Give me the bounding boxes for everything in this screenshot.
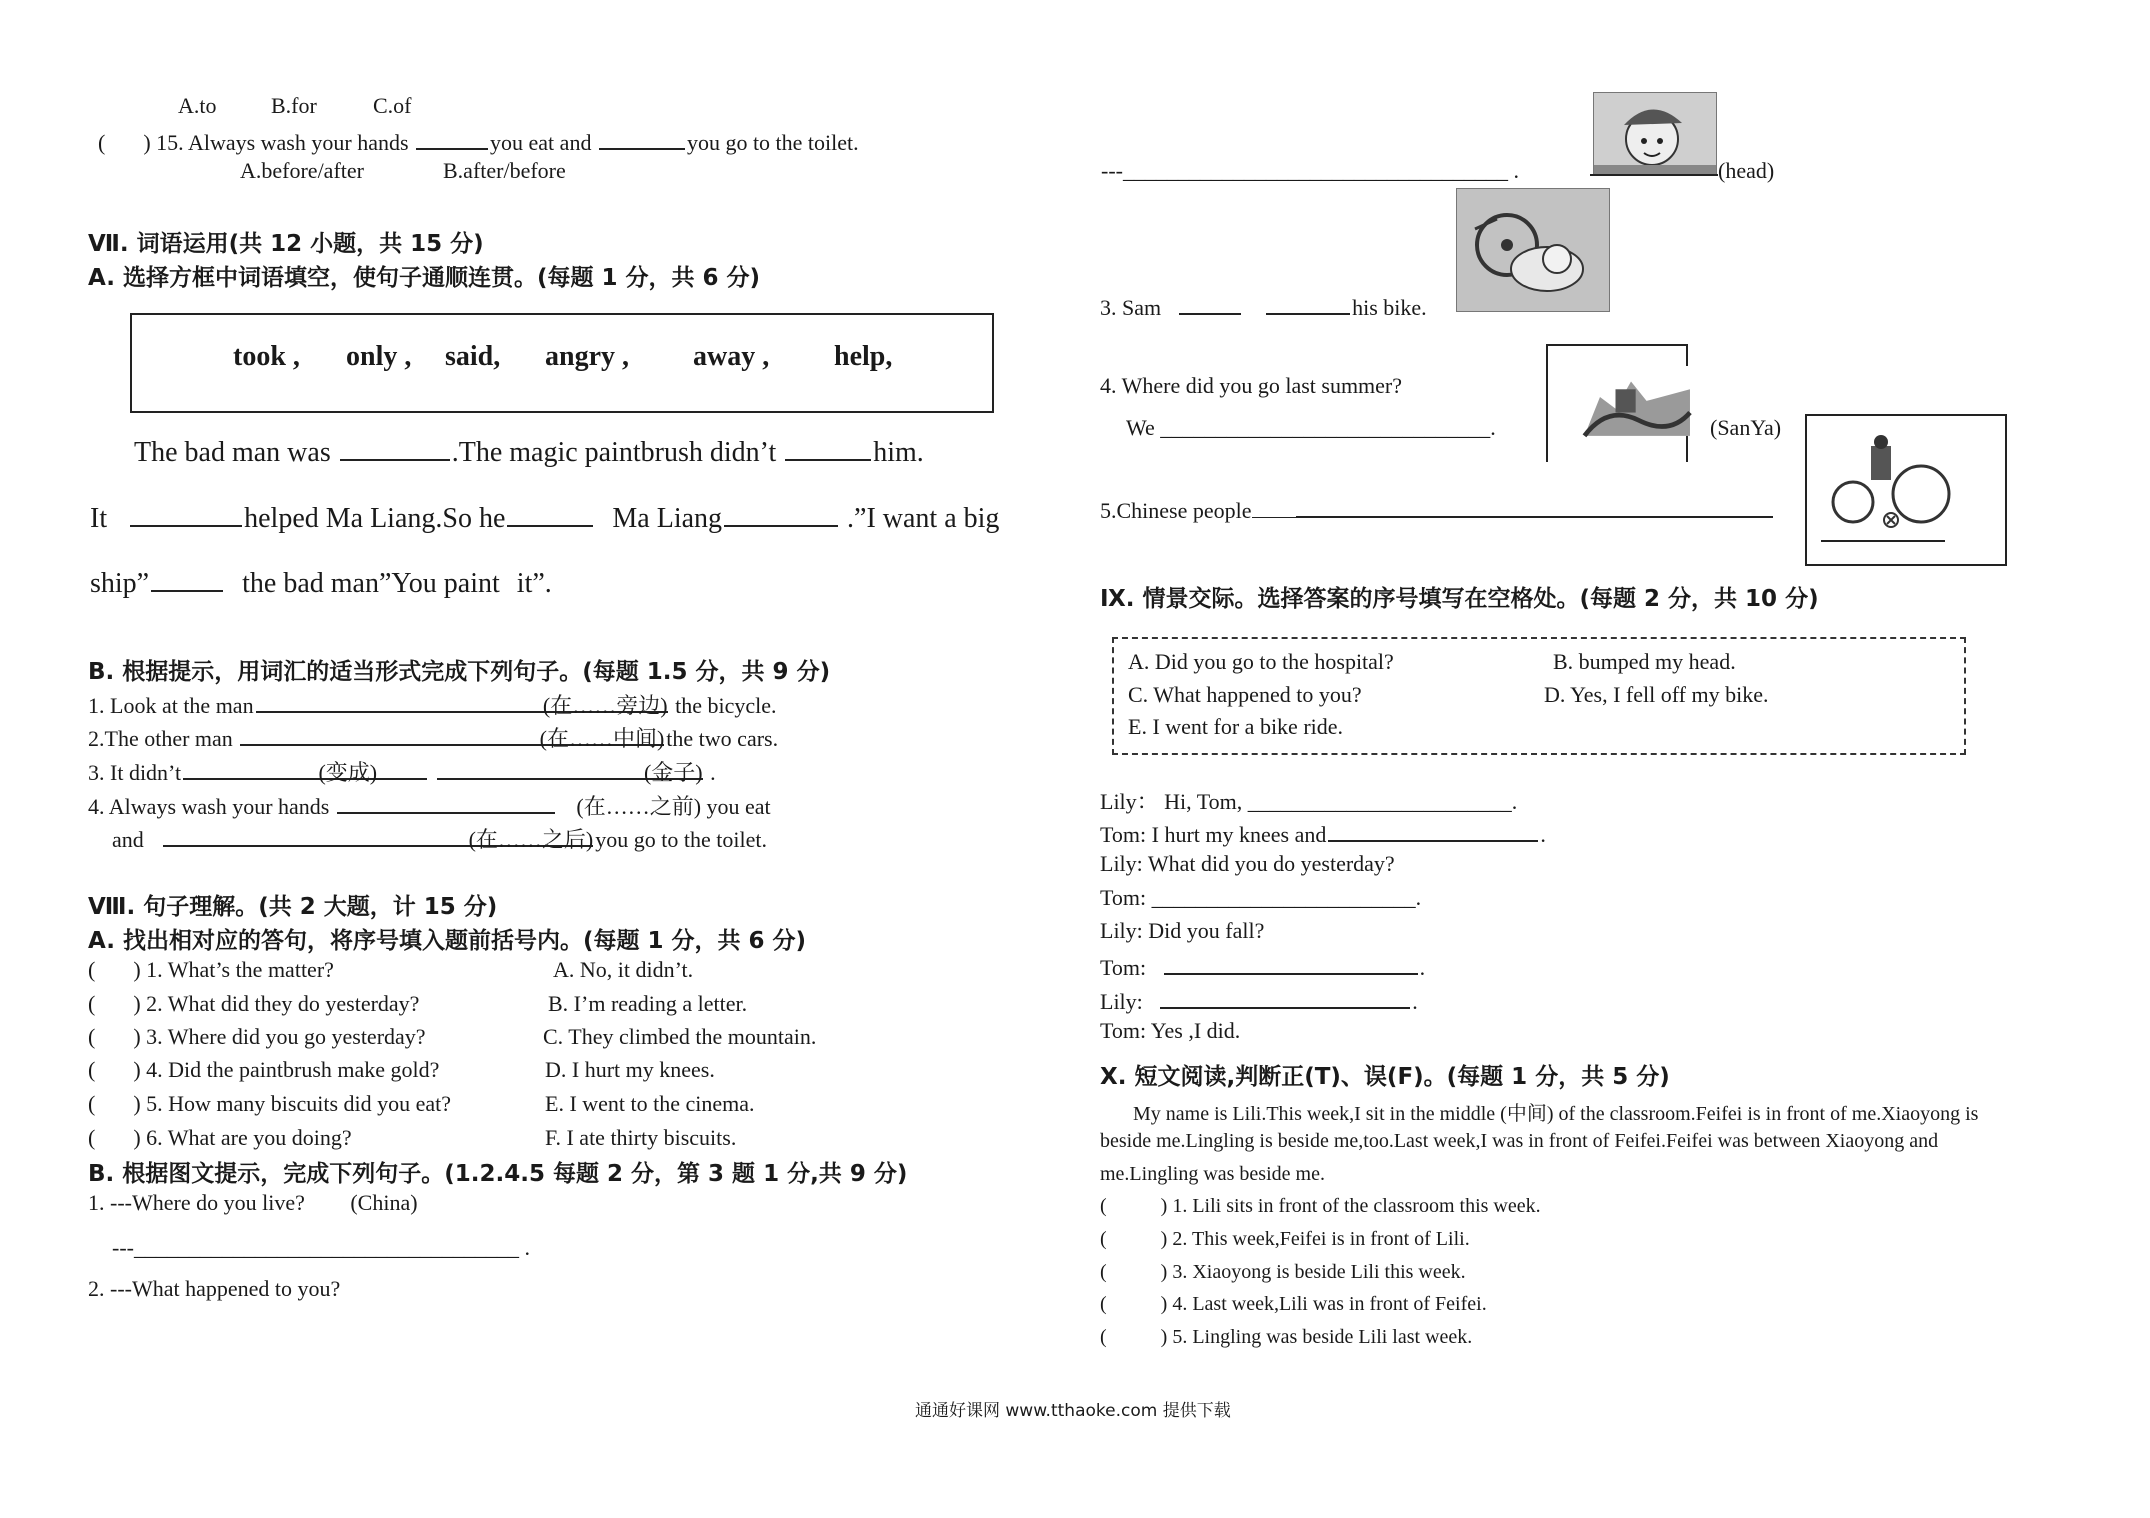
reading-passage-line-1: My name is Lili.This week,I sit in the middle (中间) of the classroom.Feifei is in front of me.Xiaoyong is (1133, 1103, 1979, 1125)
bicycle-frame (1805, 414, 2007, 566)
b-item-1 (88, 689, 776, 719)
word-help: help, (834, 341, 893, 372)
section-8-title: Ⅷ. 句子理解。(共 2 大题，计 15 分) (88, 894, 498, 920)
option-d: D. Yes, I fell off my bike. (1544, 682, 1769, 707)
tf-item-2 (1100, 1228, 1470, 1251)
b-text: . (710, 760, 716, 785)
picture-q5 (1100, 498, 1773, 524)
match-answer-c: C. They climbed the mountain. (543, 1024, 817, 1049)
b-text: and (112, 827, 144, 852)
reading-passage-line-3: me.Lingling was beside me. (1100, 1163, 1325, 1185)
answer-blank[interactable] (785, 437, 871, 461)
answer-blank[interactable] (183, 756, 427, 785)
dialogue-text: Lily: (1100, 989, 1143, 1014)
b-text: the bicycle. (675, 693, 777, 718)
dialogue-line-6: Tom: . (1100, 951, 1425, 981)
option-e: E. I went for a bike ride. (1128, 714, 1344, 739)
dialogue-line-7: Lily: . (1100, 985, 1418, 1015)
statement: ) 5. Lingling was beside Lili last week. (1160, 1326, 1473, 1348)
dialogue-line-8: Tom: Yes ,I did. (1100, 1018, 1241, 1043)
q15-line (98, 126, 859, 156)
paren: ( (88, 991, 96, 1016)
option-c: C. What happened to you? (1128, 682, 1362, 707)
cloze-line-1 (134, 437, 924, 469)
b-item-4 (88, 790, 771, 821)
option-a: A. Did you go to the hospital? (1128, 649, 1394, 674)
b-item-3 (88, 756, 716, 786)
hint: (在……旁边) (542, 693, 668, 718)
cloze-text: the bad man”You paint (242, 568, 500, 599)
b-item-4-cont (112, 823, 767, 853)
cloze-line-3 (90, 568, 552, 600)
tf-item-4 (1100, 1293, 1487, 1316)
dialogue-text: Tom: (1100, 955, 1147, 980)
paren-close: ) (143, 130, 151, 155)
answer-blank[interactable] (599, 126, 685, 150)
q15-option-b: B.after/before (443, 158, 566, 183)
picture-q1-answer[interactable]: ---___________________________________ . (112, 1235, 530, 1260)
answer-blank[interactable] (416, 126, 488, 150)
answer-blank[interactable] (340, 437, 450, 461)
cloze-text: .”I want a big (847, 503, 1000, 534)
match-answer-e: E. I went to the cinema. (545, 1091, 755, 1116)
picture-q2-answer[interactable]: ---___________________________________ . (1101, 158, 1519, 183)
picture-q4-hint: (SanYa) (1710, 415, 1782, 440)
word-took: took , (233, 341, 300, 372)
hint: (China) (350, 1190, 418, 1215)
answer-blank[interactable] (1160, 985, 1410, 1009)
reading-passage-line-2: beside me.Lingling is beside me,too.Last week,I was in front of Feifei.Feifei was between Xiaoyong and (1100, 1130, 1939, 1152)
picture-q2-hint: (head) (1718, 158, 1775, 183)
picture-q3 (1100, 291, 1427, 321)
cloze-text: The bad man was (134, 437, 331, 468)
q15-text: 15. Always wash your hands (156, 130, 409, 155)
head-cartoon-image (1593, 92, 1717, 176)
b-text: 3. It didn’t (88, 760, 182, 785)
paren: ( (88, 1125, 96, 1150)
paren: ( (1100, 1293, 1107, 1315)
great-wall-frame (1546, 344, 1688, 462)
question: his bike. (1352, 295, 1427, 320)
cloze-text: Ma Liang (612, 503, 723, 534)
cloze-text: It (90, 503, 108, 534)
section-7a-title: A. 选择方框中词语填空，使句子通顺连贯。(每题 1 分，共 6 分) (88, 265, 761, 291)
answer-blank[interactable] (437, 756, 703, 785)
paren: ( (1100, 1261, 1107, 1283)
answer-blank[interactable] (256, 689, 668, 718)
statement: ) 1. Lili sits in front of the classroom this week. (1160, 1195, 1541, 1217)
question: 1. ---Where do you live? (88, 1190, 305, 1215)
dialogue-options-box (1112, 637, 1966, 755)
picture-q2: 2. ---What happened to you? (88, 1276, 341, 1301)
word-angry: angry , (545, 341, 629, 372)
match-row-6 (88, 1125, 352, 1151)
paren: ( (1100, 1195, 1107, 1217)
q14-option-a: A.to (178, 93, 217, 118)
match-row-1 (88, 957, 334, 983)
statement: ) 2. This week,Feifei is in front of Lili. (1160, 1228, 1470, 1250)
footer-text: 通通好课网 www.tthaoke.com 提供下载 (915, 1401, 1231, 1421)
match-answer-f: F. I ate thirty biscuits. (545, 1125, 737, 1150)
b-text: 2.The other man (88, 726, 233, 751)
hint: (金子) (643, 760, 703, 785)
cloze-text: .The magic paintbrush didn’t (451, 437, 777, 468)
section-8a-title: A. 找出相对应的答句，将序号填入题前括号内。(每题 1 分，共 6 分) (88, 928, 807, 954)
word-away: away , (693, 341, 770, 372)
match-row-3 (88, 1024, 426, 1050)
statement: ) 4. Last week,Lili was in front of Feifei. (1160, 1293, 1487, 1315)
paren: ( (88, 1091, 96, 1116)
hint: (在……之前) (576, 794, 702, 819)
tf-item-5 (1100, 1326, 1472, 1349)
match-answer-a: A. No, it didn’t. (553, 957, 694, 982)
dialogue-text: Tom: I hurt my knees and (1100, 822, 1327, 847)
cloze-text: ship” (90, 568, 150, 599)
paren: ( (88, 1024, 96, 1049)
paren: ( (88, 957, 96, 982)
dialogue-line-2: Tom: I hurt my knees and . (1100, 818, 1546, 848)
option-b: B. bumped my head. (1553, 649, 1736, 674)
q14-option-b: B.for (271, 93, 317, 118)
dialogue-line-3: Lily: What did you do yesterday? (1100, 851, 1395, 876)
cloze-line-2 (90, 503, 999, 535)
question: ) 5. How many biscuits did you eat? (133, 1091, 452, 1116)
b-text: 1. Look at the man (88, 693, 254, 718)
q14-option-c: C.of (373, 93, 412, 118)
cloze-text: helped Ma Liang.So he (244, 503, 506, 534)
word-said: said, (445, 341, 501, 372)
section-9-title: Ⅸ. 情景交际。选择答案的序号填写在空格处。(每题 2 分，共 10 分) (1100, 586, 1819, 612)
q15-end: you go to the toilet. (686, 130, 859, 155)
b-text: 4. Always wash your hands (88, 794, 330, 819)
question: 3. Sam (1100, 295, 1162, 320)
word-only: only , (346, 341, 412, 372)
dialogue-line-4: Tom: ________________________. (1100, 885, 1422, 910)
match-answer-b: B. I’m reading a letter. (548, 991, 748, 1016)
section-8b-title: B. 根据图文提示，完成下列句子。(1.2.4.5 每题 2 分，第 3 题 1 分,共 9 分) (88, 1161, 908, 1187)
answer-blank[interactable] (130, 503, 242, 527)
hint: (在……之后) (468, 827, 594, 852)
section-7b-title: B. 根据提示，用词汇的适当形式完成下列句子。(每题 1.5 分，共 9 分) (88, 659, 831, 685)
b-text: you eat (706, 794, 771, 819)
bike-accident-image (1456, 188, 1610, 312)
match-row-2 (88, 991, 419, 1017)
answer-blank[interactable] (1179, 291, 1241, 315)
paren: ( (1100, 1228, 1107, 1250)
question: ) 2. What did they do yesterday? (133, 991, 420, 1016)
hint: (在……中间) (539, 726, 665, 751)
dialogue-line-5: Lily: Did you fall? (1100, 918, 1265, 943)
question: ) 4. Did the paintbrush make gold? (133, 1057, 440, 1082)
b-text: the two cars. (666, 726, 779, 751)
answer-blank[interactable] (507, 503, 593, 527)
q15-mid: you eat and (490, 130, 592, 155)
picture-q4: 4. Where did you go last summer? (1100, 373, 1403, 398)
q15-option-a: A.before/after (240, 158, 364, 183)
answer-blank[interactable] (1266, 291, 1350, 315)
b-item-2 (88, 722, 778, 752)
picture-q1 (88, 1190, 418, 1216)
match-row-5 (88, 1091, 451, 1117)
answer-blank[interactable] (1328, 818, 1538, 842)
question: ) 3. Where did you go yesterday? (133, 1024, 426, 1049)
section-7-title: Ⅶ. 词语运用(共 12 小题，共 15 分) (88, 231, 484, 257)
answer-blank[interactable] (151, 568, 223, 592)
paren: ( (88, 1057, 96, 1082)
question: 5.Chinese people (1100, 498, 1252, 523)
hint: (变成) (318, 760, 378, 785)
b-text: you go to the toilet. (595, 827, 767, 852)
question: ) 6. What are you doing? (133, 1125, 352, 1150)
match-answer-d: D. I hurt my knees. (545, 1057, 715, 1082)
answer-blank[interactable] (240, 722, 665, 751)
tf-item-1 (1100, 1195, 1541, 1218)
cloze-text: it”. (516, 568, 552, 599)
question: ) 1. What’s the matter? (133, 957, 334, 982)
answer-blank[interactable] (337, 790, 555, 814)
paren-open: ( (98, 130, 106, 155)
answer-blank[interactable] (163, 823, 594, 852)
word-box (130, 313, 994, 413)
dialogue-line-1: Lily： Hi, Tom, ________________________. (1100, 789, 1518, 814)
answer-blank[interactable] (724, 503, 838, 527)
answer-blank[interactable] (1164, 951, 1418, 975)
statement: ) 3. Xiaoyong is beside Lili this week. (1160, 1261, 1466, 1283)
match-row-4 (88, 1057, 439, 1083)
picture-q4-answer[interactable]: We ______________________________. (1126, 415, 1496, 440)
cloze-text: him. (873, 437, 924, 468)
section-10-title: Ⅹ. 短文阅读,判断正(T)、误(F)。(每题 1 分，共 5 分) (1100, 1064, 1670, 1090)
paren: ( (1100, 1326, 1107, 1348)
tf-item-3 (1100, 1261, 1466, 1284)
